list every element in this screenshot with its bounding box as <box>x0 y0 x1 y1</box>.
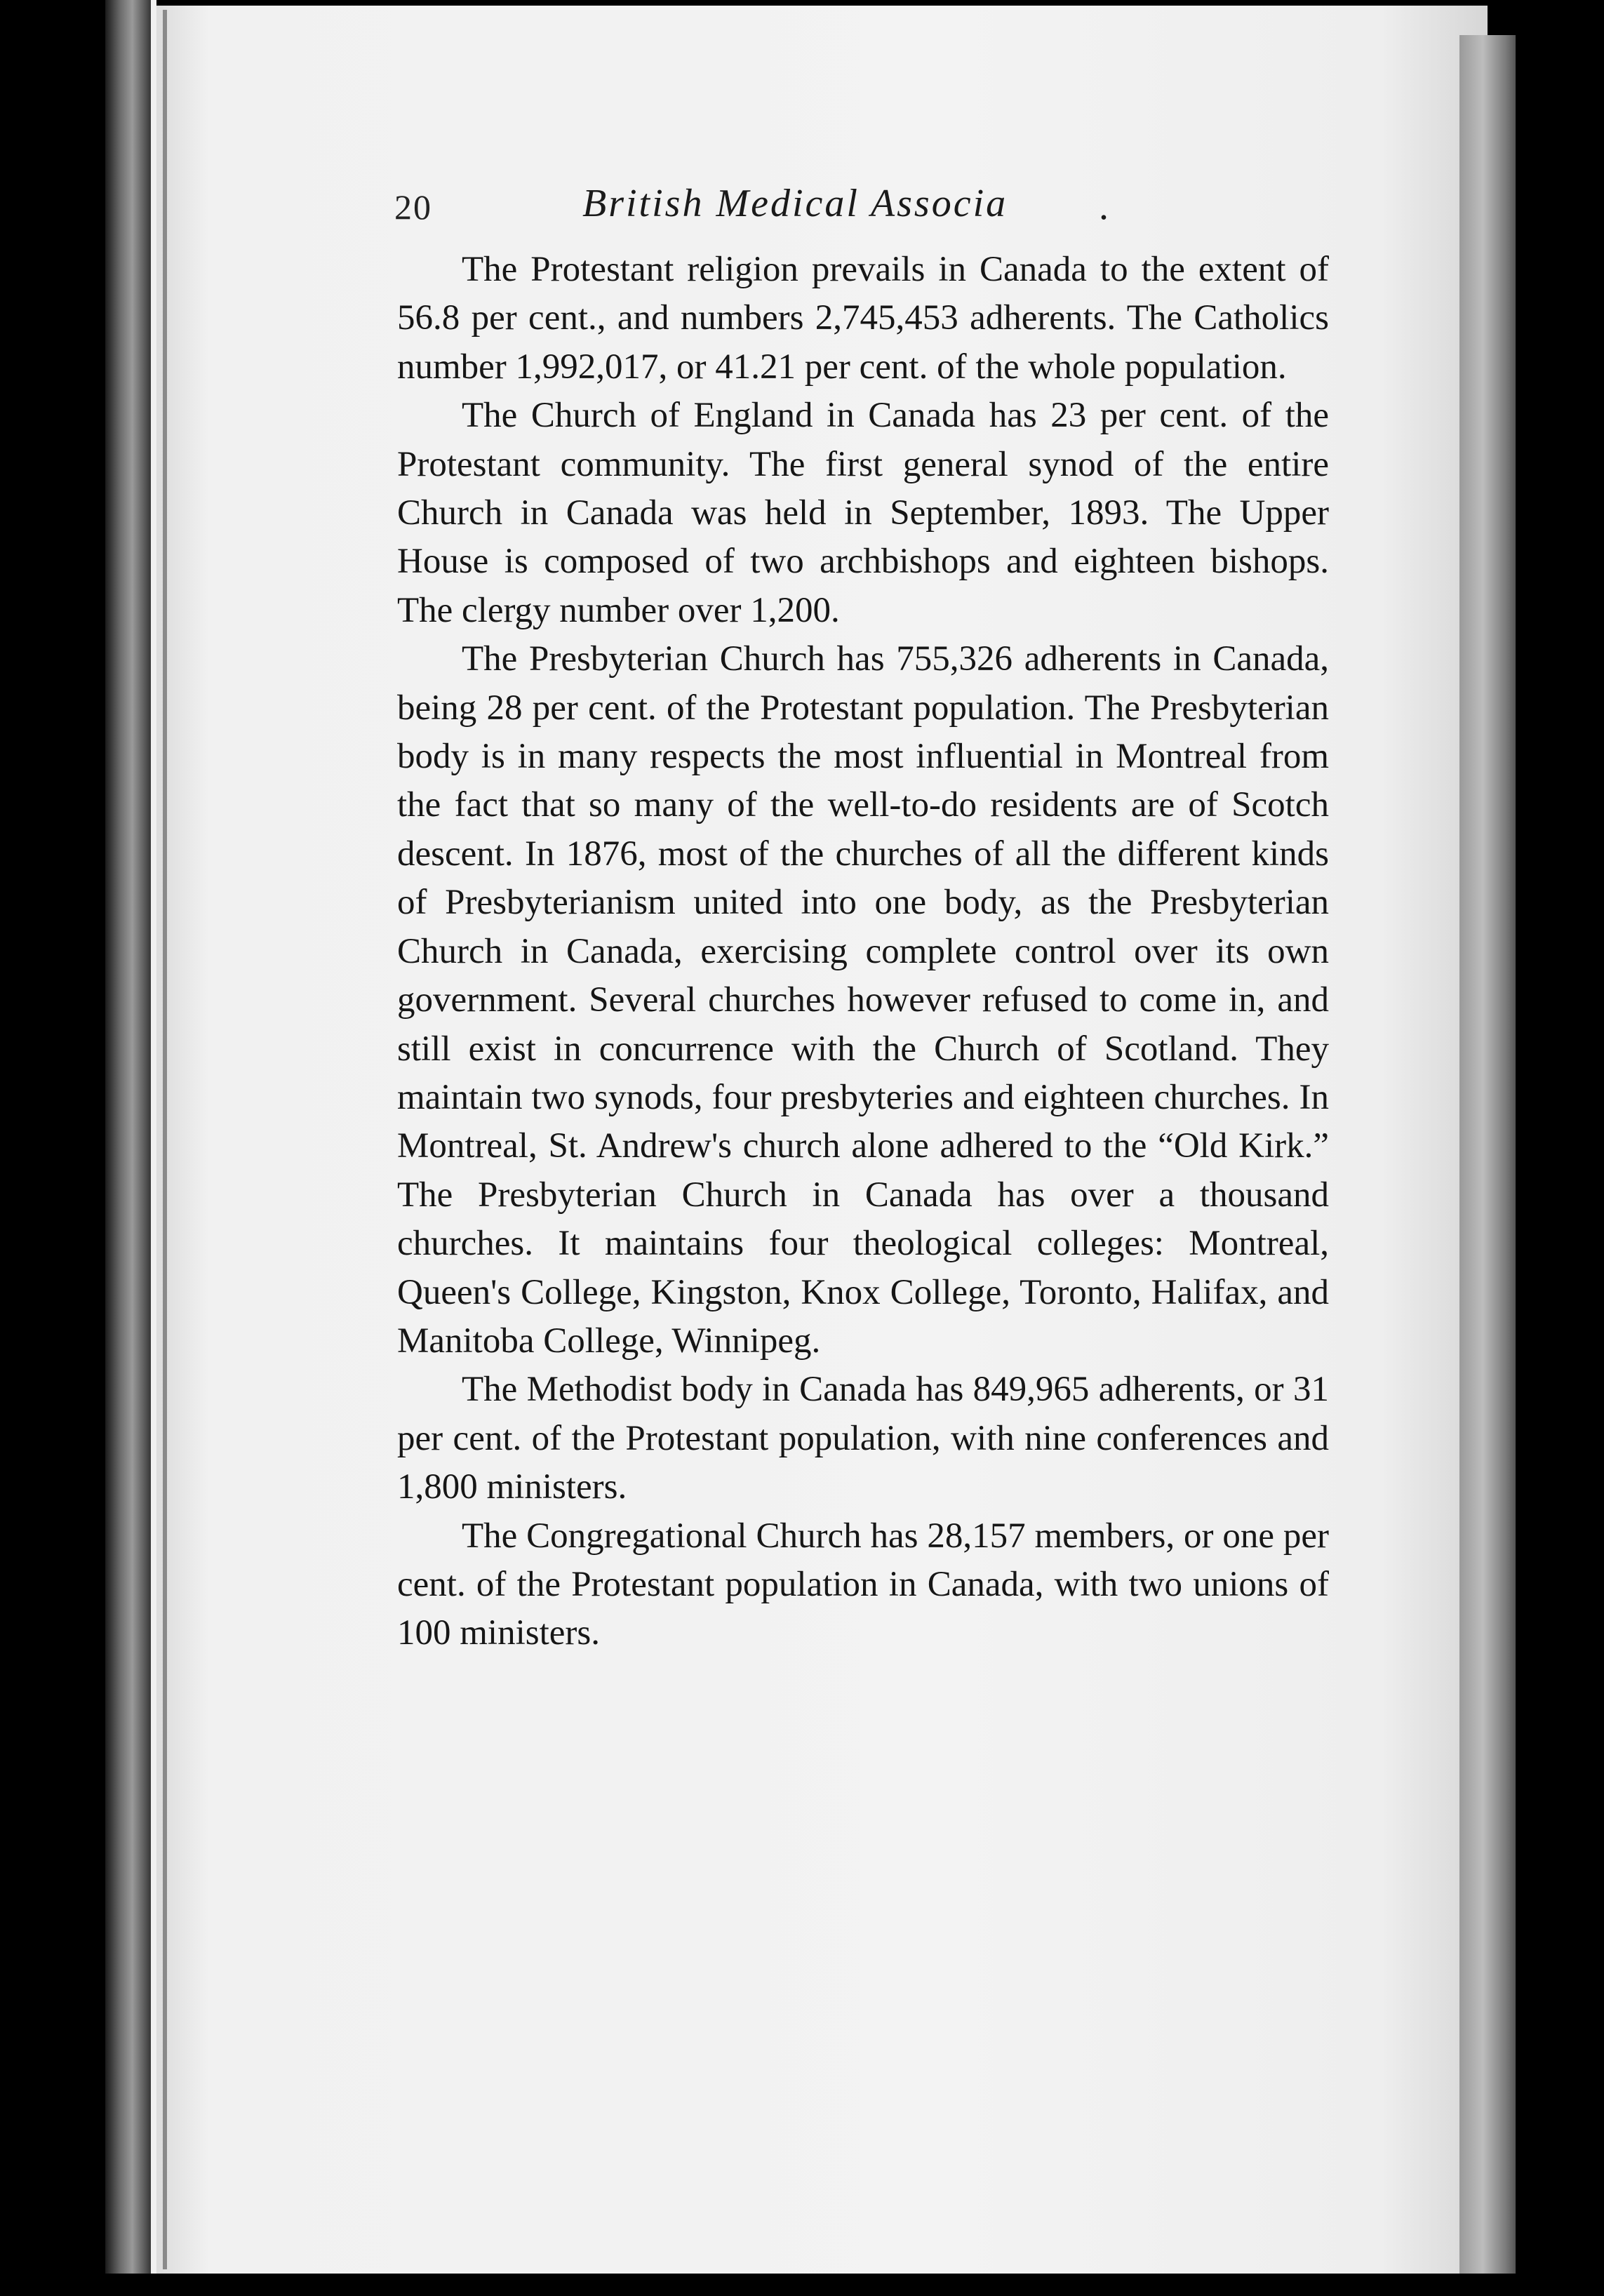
page-number: 20 <box>394 187 432 227</box>
body-text <box>397 246 1329 1658</box>
running-head-dot: . <box>1099 185 1109 228</box>
inner-margin-line <box>163 10 167 2269</box>
paragraph-congregational: The Congregational Church has 28,157 members, or one per cent. of the Protestant population in Canada, with two unions of 100 ministers. <box>397 1516 1329 1653</box>
running-head: British Medical Associa <box>582 182 1008 225</box>
paragraph-church-of-england: The Church of England in Canada has 23 per cent. of the Protestant community. The first general synod of the entire Church in Canada was held in September, 1893. The Upper House is composed of two archbishops and eighteen bishops. The clergy number over 1,200. <box>397 396 1329 630</box>
right-dark-border <box>1516 0 1604 2296</box>
left-binding <box>105 0 154 2296</box>
bottom-dark-border <box>0 2274 1604 2296</box>
paragraph-methodist: The Methodist body in Canada has 849,965 adherents, or 31 per cent. of the Protestant population, with nine conferences and 1,800 ministers. <box>397 1370 1329 1507</box>
paragraph-protestant: The Protestant religion prevails in Canada to the extent of 56.8 per cent., and numbers 2,745,453 adherents. The Catholics number 1,992,017, or 41.21 per cent. of the whole population. <box>397 250 1329 387</box>
left-page-edge <box>151 0 156 2296</box>
paragraph-presbyterian: The Presbyterian Church has 755,326 adherents in Canada, being 28 per cent. of the Protestant population. The Presbyterian body is in many respects the most influential in Montreal from the fact that so many of the well-to-do residents are of Scotch descent. In 1876, most of the churches of all the different kinds of Presbyterianism united into one body, as the Presbyterian Church in Canada, exercising complete control over its own government. Several churches however refused to come in, and still exist in concurrence with the Church of Scotland. They maintain two synods, four presbyteries and eighteen churches. In Montreal, St. Andrew's church alone adhered to the “Old Kirk.” The Presbyterian Church in Canada has over a thousand churches. It maintains four theological colleges: Montreal, Queen's College, Kingston, Knox College, Toronto, Halifax, and Manitoba College, Winnipeg. <box>397 639 1329 1361</box>
